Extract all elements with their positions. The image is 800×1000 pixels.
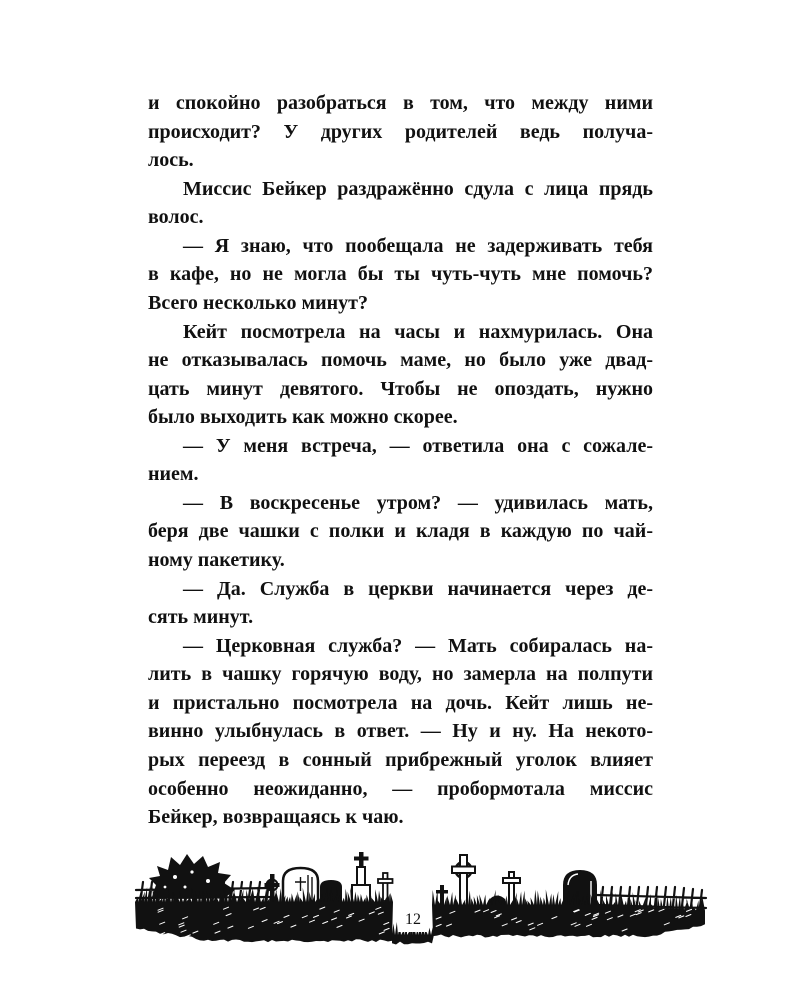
- text-line: рых переезд в сонный прибрежный уголок влияет: [148, 748, 653, 771]
- paragraph: [148, 575, 653, 632]
- text-line: Кейт посмотрела на часы и нахмурилась. Она: [183, 320, 653, 343]
- paragraph: [148, 432, 653, 489]
- text-line: волос.: [148, 206, 204, 229]
- paragraph: [148, 318, 653, 432]
- text-line: — У меня встреча, — ответила она с сожале-: [183, 434, 653, 457]
- text-line: особенно неожиданно, — пробормотала миссис: [148, 777, 653, 800]
- page-body-text: [148, 89, 653, 832]
- paragraph: [148, 232, 653, 318]
- paragraph: [148, 489, 653, 575]
- text-line: Миссис Бейкер раздражённо сдула с лица прядь: [183, 177, 653, 200]
- page-number-box: [398, 905, 428, 932]
- text-line: — В воскресенье утром? — удивилась мать,: [183, 491, 653, 514]
- text-line: лось.: [148, 149, 194, 172]
- paragraph: [148, 89, 653, 175]
- text-line: цать минут девятого. Чтобы не опоздать, нужно: [148, 377, 653, 400]
- text-line: и спокойно разобраться в том, что между ними: [148, 92, 653, 114]
- paragraph: [148, 175, 653, 232]
- text-line: Бейкер, возвращаясь к чаю.: [148, 806, 404, 829]
- paragraph: [148, 632, 653, 832]
- text-line: — Я знаю, что пообещала не задерживать тебя: [183, 234, 653, 257]
- text-line: Всего несколько минут?: [148, 291, 368, 314]
- text-line: в кафе, но не могла бы ты чуть-чуть мне помочь?: [148, 263, 653, 286]
- text-line: нием.: [148, 463, 199, 486]
- text-line: — Церковная служба? — Мать собиралась на-: [183, 634, 653, 657]
- text-line: — Да. Служба в церкви начинается через де-: [183, 577, 653, 600]
- text-line: было выходить как можно скорее.: [148, 406, 458, 429]
- text-line: не отказывалась помочь маме, но было уже двад-: [148, 349, 653, 372]
- text-line: и пристально посмотрела на дочь. Кейт лишь не-: [148, 691, 653, 714]
- text-line: ному пакетику.: [148, 549, 285, 571]
- text-line: происходит? У других родителей ведь получа-: [148, 120, 653, 143]
- graveyard-illustration: [130, 845, 710, 955]
- page-number: 12: [405, 911, 421, 928]
- text-line: лить в чашку горячую воду, но замерла на полпути: [148, 663, 653, 686]
- text-line: сять минут.: [148, 606, 254, 629]
- text-line: винно улыбнулась в ответ. — Ну и ну. На некото-: [148, 720, 653, 743]
- text-line: беря две чашки с полки и кладя в каждую по чай-: [148, 520, 653, 543]
